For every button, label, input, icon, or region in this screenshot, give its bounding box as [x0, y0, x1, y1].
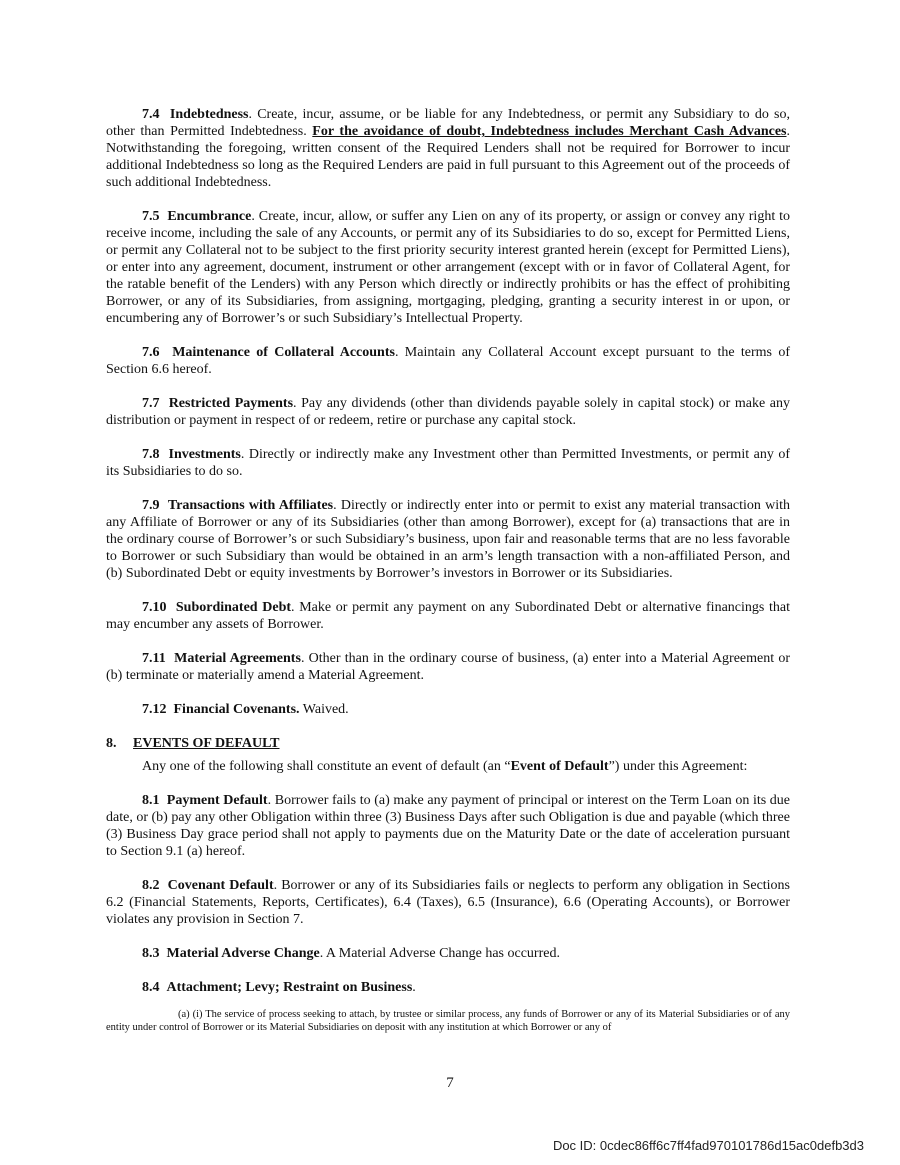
paragraph-8-2: [106, 877, 790, 928]
section-heading-8: [106, 735, 790, 752]
section-number: 7.5: [142, 209, 160, 224]
section-number: 7.11: [142, 651, 166, 666]
section-title: Material Adverse Change: [166, 946, 320, 961]
paragraph-7-8: [106, 446, 790, 480]
doc-id-footer: Doc ID: 0cdec86ff6c7ff4fad970101786d15ac0defb3d3: [552, 1138, 864, 1153]
paragraph-7-9: [106, 497, 790, 582]
paragraph-text: . Make or permit any payment on any Subordinated Debt or alternative financings that may encumber any assets of Borrower.: [106, 600, 791, 632]
emphasis-text: For the avoidance of doubt, Indebtedness includes Merchant Cash Advances: [312, 124, 787, 139]
paragraph-text: .: [412, 980, 416, 995]
paragraph-7-6: [106, 344, 790, 378]
section-number: 8.: [106, 736, 117, 751]
paragraph-text: . Directly or indirectly enter into or permit to exist any material transaction with any Affiliate of Borrower or any of its Subsidiaries (other than among Borrower), except for (a) transactions that are in the ordinary course of Borrower’s or such Subsidiary’s business, upon fair and reasonable terms that are no less favorable to Borrower or such Subsidiary than would be obtained in an arm’s length transaction with a non-affiliated Person, and (b) Subordinated Debt or equity investments by Borrower’s investors in Borrower or its Subsidiaries.: [106, 498, 791, 581]
paragraph-8-4: [106, 979, 790, 996]
paragraph-text: . Create, incur, allow, or suffer any Lien on any of its property, or assign or convey any right to receive income, including the sale of any Accounts, or permit any of its Subsidiaries to do so, except for Permitted Liens, or permit any Collateral not to be subject to the first priority security interest granted herein (except for Permitted Liens), or enter into any agreement, document, instrument or other arrangement (except with or in favor of Collateral Agent, for the ratable benefit of the Lenders) with any Person which directly or indirectly prohibits or has the effect of prohibiting Borrower, or any of its Subsidiaries, from assigning, mortgaging, pledging, granting a security interest in or upon, or encumbering any of Borrower’s or such Subsidiary’s Intellectual Property.: [106, 209, 791, 326]
section-title: Investments: [168, 447, 241, 462]
section-title: Restricted Payments: [168, 396, 294, 411]
paragraph-7-5: [106, 208, 790, 327]
section-number: 7.4: [142, 107, 160, 122]
paragraph-7-11: [106, 650, 790, 684]
section-number: 7.10: [142, 600, 167, 615]
paragraph-text: Waived.: [299, 702, 349, 717]
paragraph-text: . Borrower or any of its Subsidiaries fails or neglects to perform any obligation in Sections 6.2 (Financial Statements, Reports, Certificates), 6.4 (Taxes), 6.5 (Insurance), 6.6 (Operating Accounts), or Borrower violates any provision in Section 7.: [106, 878, 791, 927]
section-title: Covenant Default: [167, 878, 274, 893]
section-title: Encumbrance: [167, 209, 252, 224]
section-title: Financial Covenants.: [173, 702, 300, 717]
section-title: Payment Default: [166, 793, 268, 808]
section-number: 7.6: [142, 345, 160, 360]
defined-term: Event of Default: [510, 759, 609, 774]
section-number: 7.12: [142, 702, 167, 717]
paragraph-8-3: [106, 945, 790, 962]
section-title: Material Agreements: [174, 651, 301, 666]
section-number: 8.3: [142, 946, 160, 961]
paragraph-text: . Notwithstanding the foregoing, written consent of the Required Lenders shall not be required for Borrower to incur additional Indebtedness so long as the Required Lenders are paid in full pursuant to this Agreement out of the proceeds of such additional Indebtedness.: [106, 124, 790, 190]
paragraph-7-7: [106, 395, 790, 429]
paragraph-text: . Borrower fails to (a) make any payment of principal or interest on the Term Loan on its due date, or (b) pay any other Obligation within three (3) Business Days after such Obligation is due and payable (which three (3) Business Day grace period shall not apply to payments due on the Maturity Date or the date of acceleration pursuant to Section 9.1 (a) hereof.: [106, 793, 791, 859]
section-number: 8.2: [142, 878, 160, 893]
section-number: 7.7: [142, 396, 160, 411]
paragraph-text: . Maintain any Collateral Account except pursuant to the terms of Section 6.6 hereof.: [106, 345, 791, 377]
intro-text: ”) under this Agreement:: [608, 759, 748, 774]
page-number: 7: [446, 1075, 454, 1091]
paragraph-text: . Directly or indirectly make any Investment other than Permitted Investments, or permit any of its Subsidiaries to do so.: [106, 447, 790, 479]
intro-text: Any one of the following shall constitute an event of default (an “: [142, 759, 511, 774]
section-title: EVENTS OF DEFAULT: [133, 736, 280, 751]
paragraph-7-10: [106, 599, 790, 633]
section-title: Indebtedness: [169, 107, 249, 122]
section-number: 7.9: [142, 498, 160, 513]
section-title: Transactions with Affiliates: [167, 498, 334, 513]
paragraph-7-4: [106, 106, 790, 191]
paragraph-8-1: [106, 792, 790, 860]
paragraph-text: . Create, incur, assume, or be liable for any Indebtedness, or permit any Subsidiary to do so, other than Permitted Indebtedness.: [106, 107, 791, 139]
section-number: 7.8: [142, 447, 160, 462]
paragraph-text: . Other than in the ordinary course of business, (a) enter into a Material Agreement or (b) terminate or materially amend a Material Agreement.: [106, 651, 790, 683]
section-8-intro: [106, 758, 790, 775]
section-title: Attachment; Levy; Restraint on Business: [166, 980, 413, 995]
section-title: Subordinated Debt: [175, 600, 292, 615]
subparagraph-8-4-a: (a) (i) The service of process seeking to attach, by trustee or similar process, any funds of Borrower or any of its Material Subsidiaries or of any entity under control of Borrower or its Material Subsidiaries on deposit with any institution at which Borrower or any of: [106, 1009, 790, 1033]
section-number: 8.4: [142, 980, 160, 995]
section-number: 8.1: [142, 793, 160, 808]
paragraph-text: . Pay any dividends (other than dividends payable solely in capital stock) or make any distribution or payment in respect of or redeem, retire or purchase any capital stock.: [106, 396, 791, 428]
paragraph-text: . A Material Adverse Change has occurred.: [319, 946, 560, 961]
section-title: Maintenance of Collateral Accounts: [172, 345, 395, 360]
paragraph-7-12: [106, 701, 790, 718]
document-body: [106, 106, 790, 1034]
